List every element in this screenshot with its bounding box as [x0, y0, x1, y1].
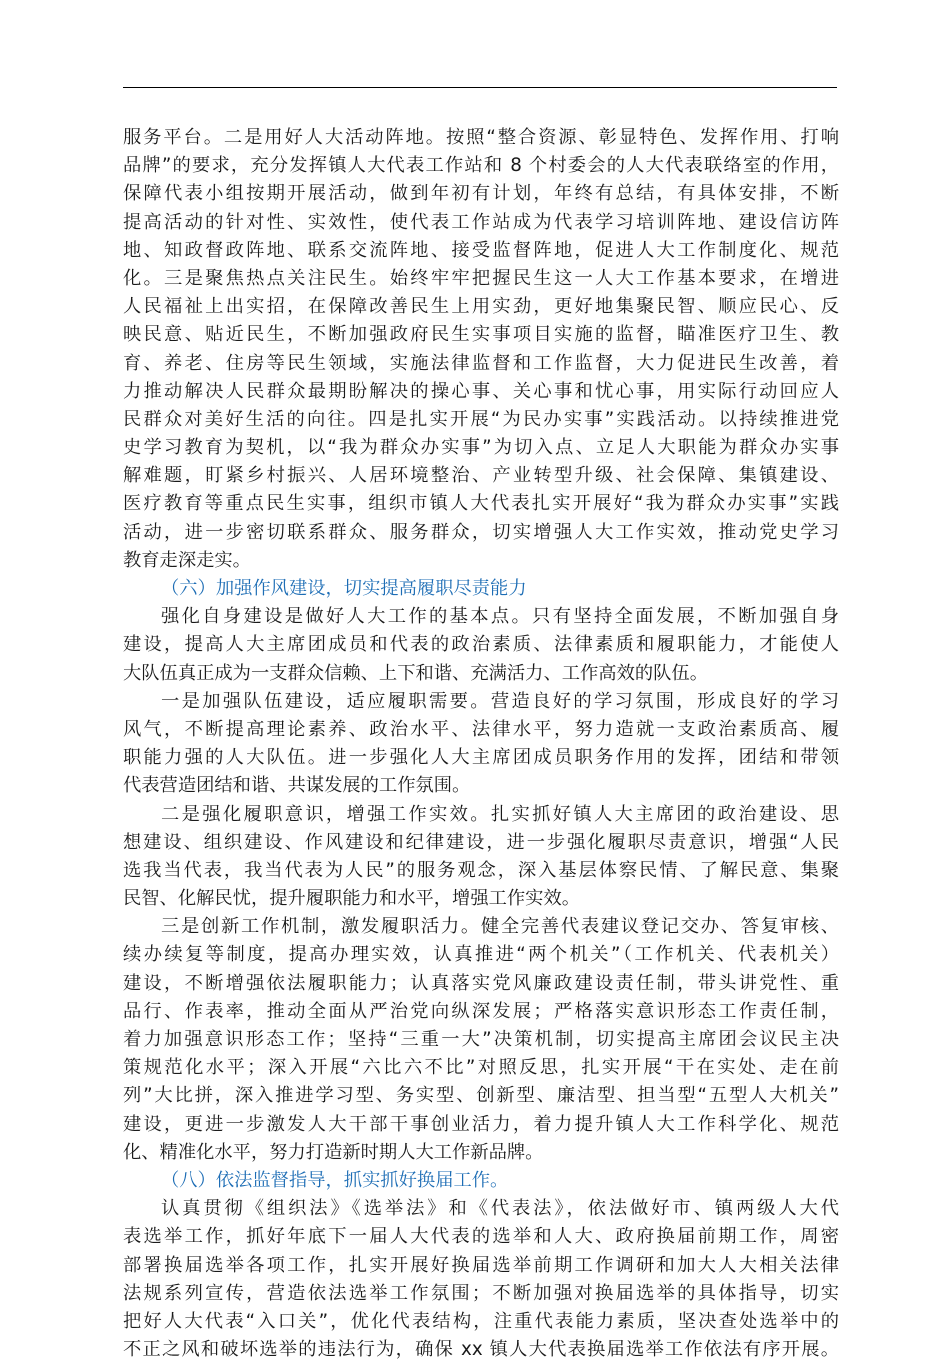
- paragraph-line: 认真贯彻《组织法》《选举法》和《代表法》，依法做好市、镇两级人大代: [161, 1198, 839, 1220]
- paragraph-line: 民智、化解民忧，提升履职能力和水平，增强工作实效。: [123, 888, 581, 910]
- paragraph-line: 列”大比拼，深入推进学习型、务实型、创新型、廉洁型、担当型“五型人大机关”: [123, 1085, 839, 1107]
- paragraph-line: 表选举工作，抓好年底下一届人大代表的选举和人大、政府换届前期工作，周密: [123, 1226, 839, 1248]
- paragraph-line: 着力加强意识形态工作；坚持“三重一大”决策机制，切实提高主席团会议民主决: [123, 1029, 839, 1050]
- paragraph-line: 地、知政督政阵地、联系交流阵地、接受监督阵地，促进人大工作制度化、规范: [123, 239, 839, 261]
- paragraph-line: 建设，提高人大主席团成员和代表的政治素质、法律素质和履职能力，才能使人: [123, 634, 839, 656]
- paragraph-line: 化。三是聚焦热点关注民生。始终牢牢把握民生这一人大工作基本要求，在增进: [123, 267, 839, 289]
- paragraph-line: 把好人大代表“入口关”，优化代表结构，注重代表能力素质，坚决查处选举中的: [123, 1310, 839, 1332]
- paragraph-line: 提高活动的针对性、实效性，使代表工作站成为代表学习培训阵地、建设信访阵: [123, 211, 839, 233]
- paragraph-line: 二是强化履职意识，增强工作实效。扎实抓好镇人大主席团的政治建设、思: [161, 803, 839, 825]
- paragraph-line: 续办续复等制度，提高办理实效，认真推进“两个机关”（工作机关、代表机关）: [123, 944, 839, 966]
- paragraph-line: 人民福祉上出实招，在保障改善民生上用实劲，更好地集聚民智、顺应民心、反: [123, 296, 839, 318]
- paragraph-line: 代表营造团结和谐、共谋发展的工作氛围。: [123, 775, 471, 797]
- paragraph-line: 医疗教育等重点民生实事，组织市镇人大代表扎实开展好“我为群众办实事”实践: [123, 493, 839, 515]
- paragraph-line: 法规系列宣传，营造依法选举工作氛围；不断加强对换届选举的具体指导，切实: [123, 1282, 839, 1304]
- paragraph-line: 强化自身建设是做好人大工作的基本点。只有坚持全面发展，不断加强自身: [161, 606, 839, 628]
- paragraph-line: 化、精准化水平，努力打造新时期人大工作新品牌。: [123, 1141, 544, 1163]
- paragraph-line: 服务平台。二是用好人大活动阵地。按照“整合资源、彰显特色、发挥作用、打响: [123, 127, 839, 148]
- paragraph-line: 三是创新工作机制，激发履职活力。健全完善代表建议登记交办、答复审核、: [161, 916, 839, 938]
- paragraph-line: 品牌”的要求，充分发挥镇人大代表工作站和 8 个村委会的人大代表联络室的作用，: [123, 155, 839, 177]
- paragraph-line: 映民意、贴近民生，不断加强政府民生实事项目实施的监督，瞄准医疗卫生、教: [123, 324, 839, 346]
- section-heading: （六）加强作风建设，切实提高履职尽责能力: [161, 578, 527, 599]
- paragraph-line: 史学习教育为契机，以“我为群众办实事”为切入点、立足人大职能为群众办实事: [123, 437, 839, 459]
- paragraph-line: 建设，更进一步激发人大干部干事创业活力，着力提升镇人大工作科学化、规范: [123, 1113, 839, 1135]
- paragraph-line: 风气，不断提高理论素养、政治水平、法律水平，努力造就一支政治素质高、履: [123, 718, 839, 740]
- paragraph-line: 保障代表小组按期开展活动，做到年初有计划，年终有总结，有具体安排，不断: [123, 183, 839, 205]
- paragraph-line: 育、养老、住房等民生领域，实施法律监督和工作监督，大力促进民生改善，着: [123, 352, 839, 374]
- paragraph-line: 策规范化水平；深入开展“六比六不比”对照反思，扎实开展“干在实处、走在前: [123, 1057, 839, 1079]
- paragraph-line: 活动，进一步密切联系群众、服务群众，切实增强人大工作实效，推动党史学习: [123, 521, 839, 543]
- paragraph-line: 部署换届选举各项工作，扎实开展好换届选举前期工作调研和加大人大相关法律: [123, 1254, 839, 1276]
- document-body: [123, 124, 839, 1364]
- paragraph-line: 建设，不断增强依法履职能力；认真落实党风廉政建设责任制，带头讲党性、重: [123, 972, 839, 994]
- paragraph-line: 职能力强的人大队伍。进一步强化人大主席团成员职务作用的发挥，团结和带领: [123, 747, 839, 769]
- paragraph-line: 想建设、组织建设、作风建设和纪律建设，进一步强化履职尽责意识，增强“人民: [123, 831, 839, 853]
- section-heading: （八）依法监督指导，抓实抓好换届工作。: [161, 1169, 509, 1191]
- header-rule: [123, 87, 837, 88]
- paragraph-line: 教育走深走实。: [123, 549, 251, 571]
- paragraph-line: 选我当代表，我当代表为人民”的服务观念，深入基层体察民情、了解民意、集聚: [123, 859, 839, 881]
- paragraph-line: 力推动解决人民群众最期盼解决的操心事、关心事和忧心事，用实际行动回应人: [123, 380, 839, 402]
- paragraph-line: 不正之风和破坏选举的违法行为，确保 xx 镇人大代表换届选举工作依法有序开展。: [123, 1339, 839, 1361]
- paragraph-line: 一是加强队伍建设，适应履职需要。营造良好的学习氛围，形成良好的学习: [161, 690, 839, 712]
- paragraph-line: 民群众对美好生活的向往。四是扎实开展“为民办实事”实践活动。以持续推进党: [123, 408, 839, 430]
- paragraph-line: 大队伍真正成为一支群众信赖、上下和谐、充满活力、工作高效的队伍。: [123, 662, 708, 684]
- paragraph-line: 品行、作表率，推动全面从严治党向纵深发展；严格落实意识形态工作责任制，: [123, 1000, 839, 1022]
- paragraph-line: 解难题，盯紧乡村振兴、人居环境整治、产业转型升级、社会保障、集镇建设、: [123, 465, 839, 487]
